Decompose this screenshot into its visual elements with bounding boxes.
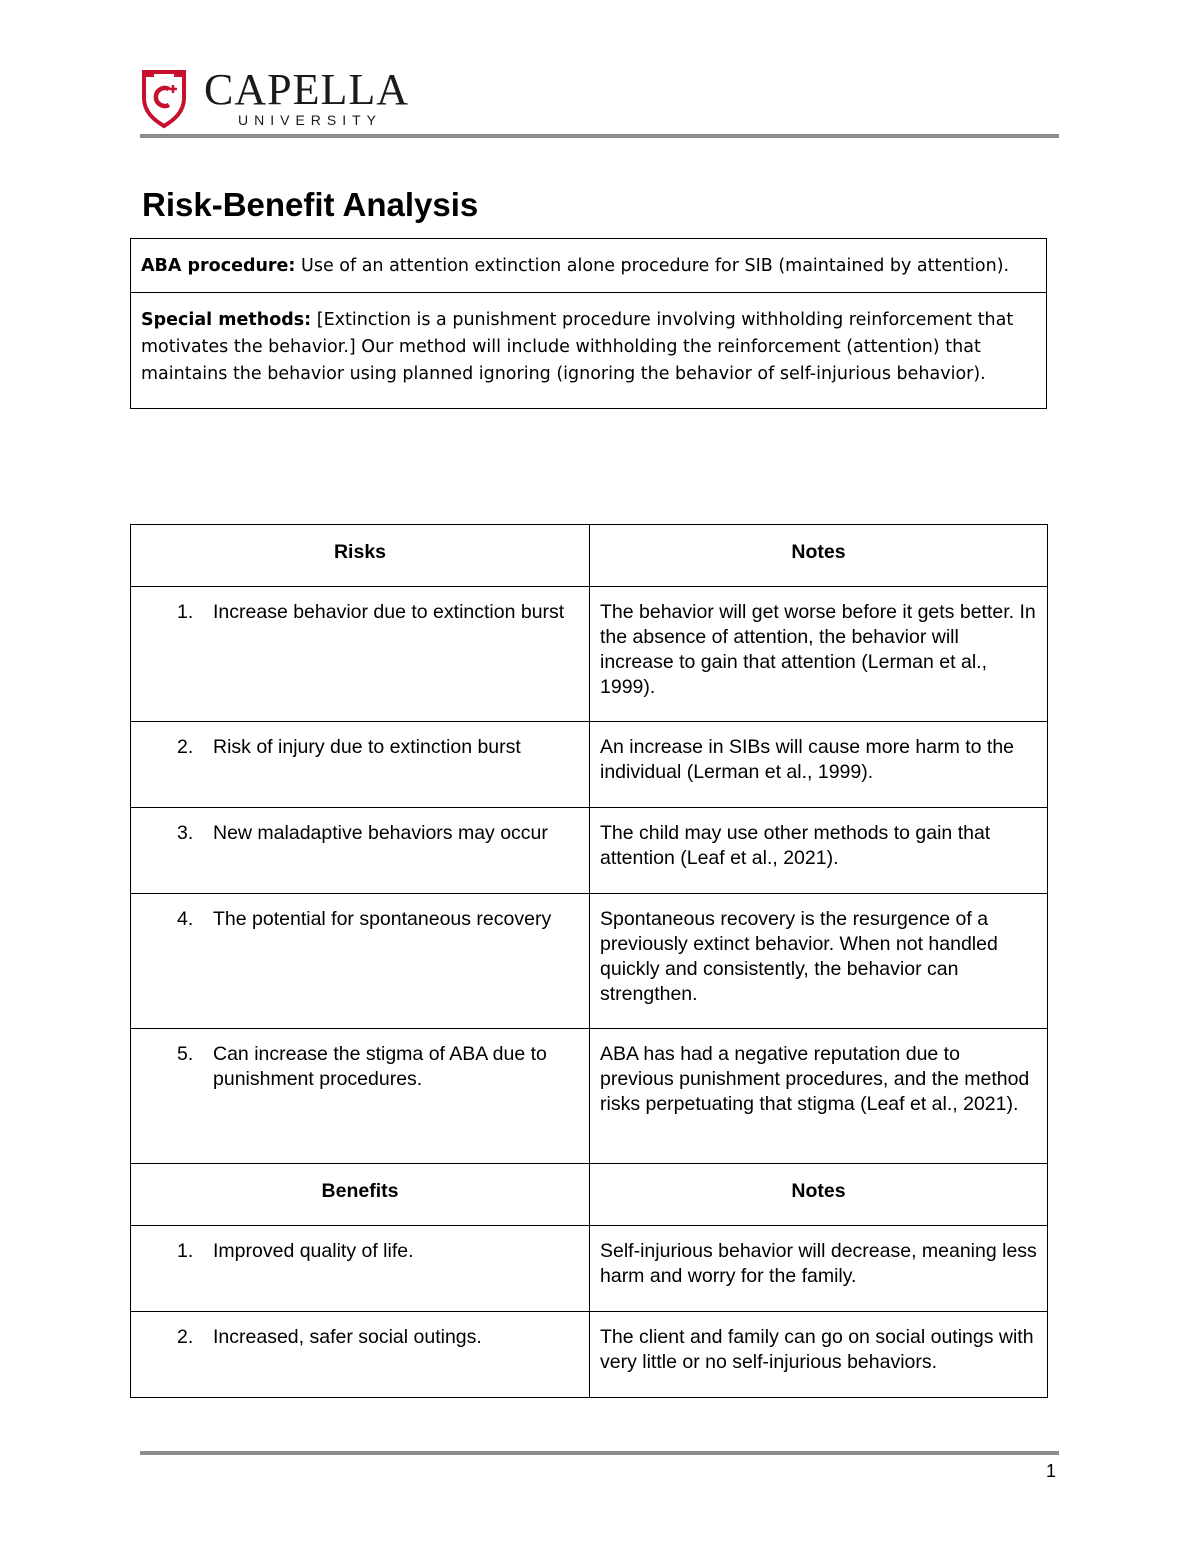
risk-number: 1.	[177, 601, 194, 623]
benefit-note: The client and family can go on social outings with very little or no self-injurious behaviors.	[590, 1312, 1048, 1398]
header-rule	[140, 134, 1059, 138]
risk-benefit-table	[130, 524, 1048, 1398]
benefit-number: 1.	[177, 1240, 194, 1262]
special-methods-label: Special methods:	[141, 310, 312, 330]
risk-text: Increase behavior due to extinction burst	[213, 601, 565, 623]
table-row	[131, 1312, 1048, 1398]
logo-wordmark: CAPELLA	[204, 65, 409, 114]
benefit-text: Improved quality of life.	[213, 1240, 414, 1262]
benefit-text: Increased, safer social outings.	[213, 1326, 482, 1348]
table-row	[131, 722, 1048, 808]
table-row	[131, 808, 1048, 894]
logo-subtitle: UNIVERSITY	[238, 112, 383, 128]
risk-text: The potential for spontaneous recovery	[213, 908, 552, 930]
benefits-notes-column-header: Notes	[590, 1164, 1048, 1226]
risk-note: An increase in SIBs will cause more harm to the individual (Lerman et al., 1999).	[590, 722, 1048, 808]
risk-number: 3.	[177, 822, 194, 844]
table-row	[131, 894, 1048, 1029]
page-number: 1	[1046, 1461, 1057, 1481]
procedure-label: ABA procedure:	[141, 256, 296, 276]
risks-header-row	[131, 525, 1048, 587]
risk-number: 5.	[177, 1043, 194, 1065]
capella-logo	[140, 65, 430, 132]
document-title: Risk-Benefit Analysis	[142, 186, 479, 223]
benefits-column-header: Benefits	[131, 1164, 590, 1226]
risks-column-header: Risks	[131, 525, 590, 587]
table-row	[131, 1029, 1048, 1164]
benefit-number: 2.	[177, 1326, 194, 1348]
benefit-note: Self-injurious behavior will decrease, meaning less harm and worry for the family.	[590, 1226, 1048, 1312]
procedure-cell	[131, 239, 1047, 293]
risk-note: Spontaneous recovery is the resurgence of a previously extinct behavior. When not handled quickly and consistently, the behavior can strengthen.	[590, 894, 1048, 1029]
table-row	[131, 587, 1048, 722]
risk-text: Can increase the stigma of ABA due to punishment procedures.	[213, 1043, 547, 1090]
footer-rule	[140, 1451, 1059, 1455]
risk-note: The child may use other methods to gain that attention (Leaf et al., 2021).	[590, 808, 1048, 894]
capella-shield-icon	[140, 68, 188, 130]
special-methods-row	[131, 293, 1047, 409]
risks-notes-column-header: Notes	[590, 525, 1048, 587]
risk-text: Risk of injury due to extinction burst	[213, 736, 521, 758]
table-row	[131, 1226, 1048, 1312]
procedure-text: Use of an attention extinction alone procedure for SIB (maintained by attention).	[301, 256, 1010, 276]
procedure-box	[130, 238, 1047, 409]
risk-number: 2.	[177, 736, 194, 758]
special-methods-cell	[131, 293, 1047, 409]
risk-text: New maladaptive behaviors may occur	[213, 822, 548, 844]
benefits-header-row	[131, 1164, 1048, 1226]
risk-note: ABA has had a negative reputation due to previous punishment procedures, and the method risks perpetuating that stigma (Leaf et al., 2021).	[590, 1029, 1048, 1164]
procedure-row	[131, 239, 1047, 293]
risk-number: 4.	[177, 908, 194, 930]
special-methods-text: [Extinction is a punishment procedure involving withholding reinforcement that motivates the behavior.] Our method will include withholding the reinforcement (attention) that maintains the behavior using planned ignoring (ignoring the behavior of self-injurious behavior).	[141, 310, 1014, 384]
risk-note: The behavior will get worse before it gets better. In the absence of attention, the behavior will increase to gain that attention (Lerman et al., 1999).	[590, 587, 1048, 722]
